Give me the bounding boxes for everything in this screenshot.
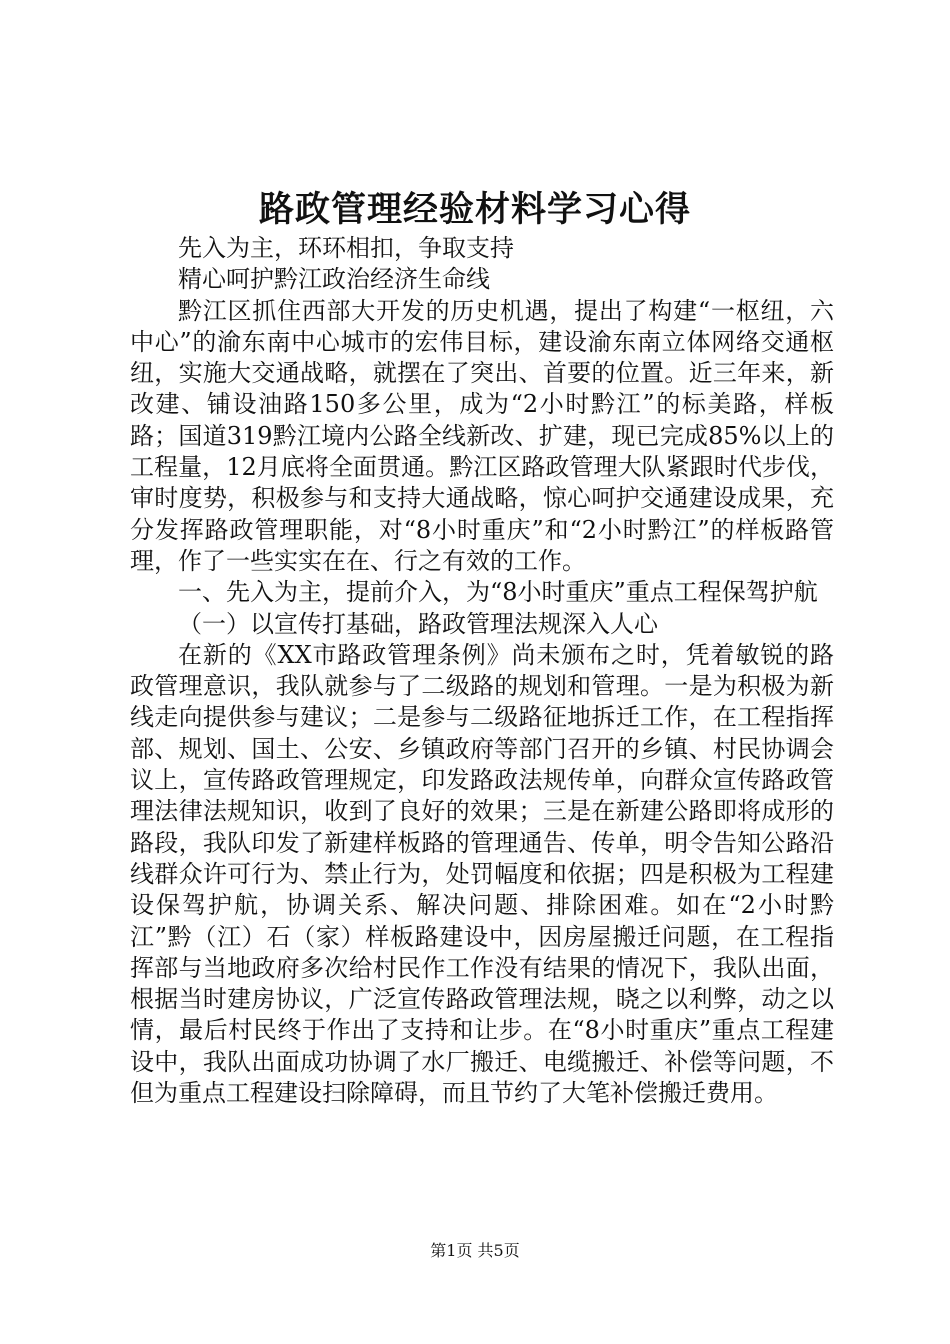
body-paragraph: 黔江区抓住西部大开发的历史机遇，提出了构建“一枢纽，六中心”的渝东南中心城市的宏伟目标，建设渝东南立体网络交通枢纽，实施大交通战略，就摆在了突出、首要的位置。近三年来，新改建、铺设油路150多公里，成为“2小时黔江”的标美路，样板路；国道319黔江境内公路全线新改、扩建，现已完成85%以上的工程量，12月底将全面贯通。黔江区路政管理大队紧跟时代步伐，审时度势，积极参与和支持大通战略，惊心呵护交通建设成果，充分发挥路政管理职能，对“8小时重庆”和“2小时黔江”的样板路管理，作了一些实实在在、行之有效的工作。 (130, 296, 834, 575)
subtitle-line-2: 精心呵护黔江政治经济生命线 (178, 265, 490, 294)
section-heading: 一、先入为主，提前介入，为“8小时重庆”重点工程保驾护航 (178, 578, 818, 607)
subsection-heading: （一）以宣传打基础，路政管理法规深入人心 (178, 609, 658, 638)
document-body (130, 233, 834, 1109)
body-paragraph: 在新的《XX市路政管理条例》尚未颁布之时，凭着敏锐的路政管理意识，我队就参与了二级路的规划和管理。一是为积极为新线走向提供参与建议；二是参与二级路征地拆迁工作，在工程指挥部、规划、国土、公安、乡镇政府等部门召开的乡镇、村民协调会议上，宣传路政管理规定，印发路政法规传单，向群众宣传路政管理法律法规知识，收到了良好的效果；三是在新建公路即将成形的路段，我队印发了新建样板路的管理通告、传单，明令告知公路沿线群众许可行为、禁止行为，处罚幅度和依据；四是积极为工程建设保驾护航，协调关系、解决问题、排除困难。如在“2小时黔江”黔（江）石（家）样板路建设中，因房屋搬迁问题，在工程指挥部与当地政府多次给村民作工作没有结果的情况下，我队出面，根据当时建房协议，广泛宣传路政管理法规，晓之以利弊，动之以情，最后村民终于作出了支持和让步。在“8小时重庆”重点工程建设中，我队出面成功协调了水厂搬迁、电缆搬迁、补偿等问题，不但为重点工程建设扫除障碍，而且节约了大笔补偿搬迁费用。 (130, 640, 834, 1108)
page-footer: 第1页 共5页 (430, 1241, 520, 1260)
subtitle-line-1: 先入为主，环环相扣，争取支持 (178, 234, 514, 262)
document-title: 路政管理经验材料学习心得 (258, 189, 691, 230)
